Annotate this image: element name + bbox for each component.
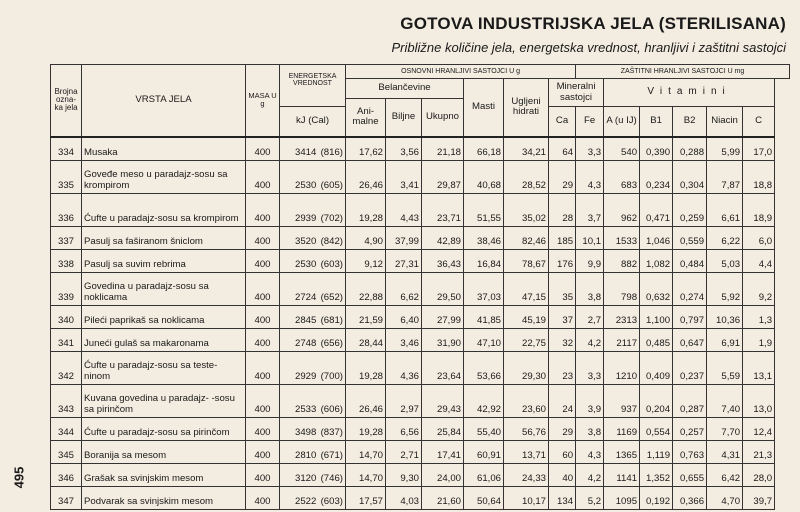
row-vit-a: 1533 bbox=[604, 226, 640, 249]
row-name: Kuvana govedina u paradajz- -sosu sa pirinčom bbox=[82, 384, 246, 417]
row-id: 334 bbox=[51, 137, 82, 161]
row-niacin: 7,40 bbox=[707, 384, 743, 417]
row-plant: 37,99 bbox=[386, 226, 422, 249]
row-plant: 6,56 bbox=[386, 417, 422, 440]
row-id: 335 bbox=[51, 160, 82, 193]
row-vit-c: 21,3 bbox=[743, 440, 775, 463]
row-animal: 19,28 bbox=[346, 193, 386, 226]
row-vit-c: 6,0 bbox=[743, 226, 775, 249]
row-cal: (656) bbox=[320, 337, 343, 349]
row-vit-c: 9,2 bbox=[743, 272, 775, 305]
header-vit-a: A (u IJ) bbox=[604, 107, 640, 137]
row-vit-c: 4,4 bbox=[743, 249, 775, 272]
row-cal: (746) bbox=[320, 472, 343, 484]
header-plant: Biljne bbox=[386, 99, 422, 137]
row-fe: 5,2 bbox=[576, 486, 604, 509]
row-vit-a: 1169 bbox=[604, 417, 640, 440]
row-fat: 50,64 bbox=[464, 486, 504, 509]
table-row bbox=[51, 351, 790, 384]
row-kj: 3120 bbox=[294, 472, 317, 484]
row-vit-a: 1365 bbox=[604, 440, 640, 463]
row-vit-a: 937 bbox=[604, 384, 640, 417]
row-vit-b2: 0,257 bbox=[673, 417, 707, 440]
row-fe: 3,3 bbox=[576, 351, 604, 384]
row-name: Ćufte u paradajz-sosu sa pirinčom bbox=[82, 417, 246, 440]
row-kj: 2845 bbox=[294, 314, 317, 326]
row-name: Pileći paprikaš sa noklicama bbox=[82, 305, 246, 328]
row-vit-b2: 0,274 bbox=[673, 272, 707, 305]
row-energy bbox=[280, 193, 346, 226]
row-cal: (702) bbox=[320, 212, 343, 224]
row-vit-b2: 0,259 bbox=[673, 193, 707, 226]
row-carb: 34,21 bbox=[504, 137, 549, 161]
row-id: 342 bbox=[51, 351, 82, 384]
row-cal: (816) bbox=[320, 146, 343, 158]
row-energy bbox=[280, 351, 346, 384]
table-row bbox=[51, 328, 790, 351]
row-masa: 400 bbox=[246, 226, 280, 249]
row-vit-a: 882 bbox=[604, 249, 640, 272]
row-animal: 9,12 bbox=[346, 249, 386, 272]
row-carb: 24,33 bbox=[504, 463, 549, 486]
row-id: 341 bbox=[51, 328, 82, 351]
row-name: Juneći gulaš sa makaronama bbox=[82, 328, 246, 351]
row-vit-b1: 1,119 bbox=[640, 440, 673, 463]
row-fe: 3,8 bbox=[576, 417, 604, 440]
header-basic-group: OSNOVNI HRANLJIVI SASTOJCI U g bbox=[346, 65, 576, 79]
row-ca: 29 bbox=[549, 160, 576, 193]
row-plant: 3,56 bbox=[386, 137, 422, 161]
row-fe: 9,9 bbox=[576, 249, 604, 272]
row-fe: 4,3 bbox=[576, 440, 604, 463]
header-energy-unit: kJ (Cal) bbox=[280, 107, 346, 137]
row-fat: 40,68 bbox=[464, 160, 504, 193]
row-ca: 35 bbox=[549, 272, 576, 305]
header-protective-group: ZAŠTITNI HRANLJIVI SASTOJCI U mg bbox=[576, 65, 790, 79]
row-kj: 2522 bbox=[294, 495, 317, 507]
row-masa: 400 bbox=[246, 440, 280, 463]
row-energy bbox=[280, 440, 346, 463]
header-vit-b1: B1 bbox=[640, 107, 673, 137]
row-vit-a: 683 bbox=[604, 160, 640, 193]
row-carb: 22,75 bbox=[504, 328, 549, 351]
row-animal: 26,46 bbox=[346, 384, 386, 417]
row-animal: 17,57 bbox=[346, 486, 386, 509]
row-energy bbox=[280, 384, 346, 417]
row-ca: 24 bbox=[549, 384, 576, 417]
row-fat: 53,66 bbox=[464, 351, 504, 384]
row-carb: 82,46 bbox=[504, 226, 549, 249]
row-animal: 17,62 bbox=[346, 137, 386, 161]
row-fat: 60,91 bbox=[464, 440, 504, 463]
row-ca: 28 bbox=[549, 193, 576, 226]
row-ca: 60 bbox=[549, 440, 576, 463]
header-fe: Fe bbox=[576, 107, 604, 137]
header-minerals: Mineralni sastojci bbox=[549, 79, 604, 107]
row-cal: (652) bbox=[320, 291, 343, 303]
row-total: 24,00 bbox=[422, 463, 464, 486]
row-energy bbox=[280, 249, 346, 272]
row-masa: 400 bbox=[246, 463, 280, 486]
row-plant: 2,97 bbox=[386, 384, 422, 417]
row-ca: 32 bbox=[549, 328, 576, 351]
row-name: Govedina u paradajz-sosu sa noklicama bbox=[82, 272, 246, 305]
row-energy bbox=[280, 328, 346, 351]
header-vitamins: Vitamini bbox=[604, 79, 775, 107]
row-vit-b1: 0,632 bbox=[640, 272, 673, 305]
row-vit-b1: 1,352 bbox=[640, 463, 673, 486]
row-plant: 6,62 bbox=[386, 272, 422, 305]
row-kj: 2530 bbox=[294, 258, 317, 270]
row-fat: 42,92 bbox=[464, 384, 504, 417]
row-carb: 35,02 bbox=[504, 193, 549, 226]
row-vit-b2: 0,287 bbox=[673, 384, 707, 417]
row-cal: (842) bbox=[320, 235, 343, 247]
row-id: 338 bbox=[51, 249, 82, 272]
header-vit-b2: B2 bbox=[673, 107, 707, 137]
row-cal: (837) bbox=[320, 426, 343, 438]
row-fe: 4,2 bbox=[576, 463, 604, 486]
table-row bbox=[51, 193, 790, 226]
row-total: 36,43 bbox=[422, 249, 464, 272]
row-niacin: 6,42 bbox=[707, 463, 743, 486]
row-vit-b2: 0,288 bbox=[673, 137, 707, 161]
row-plant: 2,71 bbox=[386, 440, 422, 463]
row-vit-c: 1,3 bbox=[743, 305, 775, 328]
row-masa: 400 bbox=[246, 384, 280, 417]
row-fe: 3,9 bbox=[576, 384, 604, 417]
row-vit-b1: 1,046 bbox=[640, 226, 673, 249]
row-vit-a: 1210 bbox=[604, 351, 640, 384]
row-id: 340 bbox=[51, 305, 82, 328]
row-plant: 9,30 bbox=[386, 463, 422, 486]
row-kj: 2748 bbox=[294, 337, 317, 349]
row-cal: (681) bbox=[320, 314, 343, 326]
row-id: 339 bbox=[51, 272, 82, 305]
row-fe: 3,7 bbox=[576, 193, 604, 226]
table-row bbox=[51, 249, 790, 272]
row-vit-b1: 1,082 bbox=[640, 249, 673, 272]
row-ca: 134 bbox=[549, 486, 576, 509]
table-row bbox=[51, 305, 790, 328]
header-masa: MASA U g bbox=[246, 65, 280, 137]
row-vit-b2: 0,763 bbox=[673, 440, 707, 463]
row-total: 17,41 bbox=[422, 440, 464, 463]
row-plant: 4,43 bbox=[386, 193, 422, 226]
row-niacin: 10,36 bbox=[707, 305, 743, 328]
row-vit-c: 28,0 bbox=[743, 463, 775, 486]
row-fe: 4,2 bbox=[576, 328, 604, 351]
table-row bbox=[51, 417, 790, 440]
row-niacin: 4,31 bbox=[707, 440, 743, 463]
page-number: 495 bbox=[11, 466, 27, 489]
row-vit-b1: 0,204 bbox=[640, 384, 673, 417]
row-masa: 400 bbox=[246, 193, 280, 226]
row-masa: 400 bbox=[246, 417, 280, 440]
row-niacin: 5,59 bbox=[707, 351, 743, 384]
row-vit-b1: 0,554 bbox=[640, 417, 673, 440]
header-vit-c: C bbox=[743, 107, 775, 137]
row-energy bbox=[280, 226, 346, 249]
row-masa: 400 bbox=[246, 272, 280, 305]
row-animal: 28,44 bbox=[346, 328, 386, 351]
row-vit-b1: 1,100 bbox=[640, 305, 673, 328]
row-fat: 38,46 bbox=[464, 226, 504, 249]
row-name: Boranija sa mesom bbox=[82, 440, 246, 463]
row-total: 21,18 bbox=[422, 137, 464, 161]
row-energy bbox=[280, 305, 346, 328]
row-carb: 47,15 bbox=[504, 272, 549, 305]
row-vit-c: 18,9 bbox=[743, 193, 775, 226]
row-fat: 37,03 bbox=[464, 272, 504, 305]
header-name: VRSTA JELA bbox=[82, 65, 246, 137]
header-energy: ENERGETSKA VREDNOST bbox=[280, 65, 346, 107]
row-kj: 2810 bbox=[294, 449, 317, 461]
row-masa: 400 bbox=[246, 328, 280, 351]
row-plant: 27,31 bbox=[386, 249, 422, 272]
row-vit-b1: 0,409 bbox=[640, 351, 673, 384]
header-proteins: Belančevine bbox=[346, 79, 464, 99]
row-kj: 2929 bbox=[294, 370, 317, 382]
row-kj: 2530 bbox=[294, 179, 317, 191]
row-carb: 13,71 bbox=[504, 440, 549, 463]
row-fe: 3,8 bbox=[576, 272, 604, 305]
row-vit-b2: 0,237 bbox=[673, 351, 707, 384]
row-total: 23,64 bbox=[422, 351, 464, 384]
row-ca: 29 bbox=[549, 417, 576, 440]
row-id: 336 bbox=[51, 193, 82, 226]
row-vit-a: 798 bbox=[604, 272, 640, 305]
table-row bbox=[51, 226, 790, 249]
row-total: 31,90 bbox=[422, 328, 464, 351]
row-total: 25,84 bbox=[422, 417, 464, 440]
row-carb: 78,67 bbox=[504, 249, 549, 272]
row-cal: (700) bbox=[320, 370, 343, 382]
row-name: Ćufte u paradajz-sosu sa teste- ninom bbox=[82, 351, 246, 384]
header-total: Ukupno bbox=[422, 99, 464, 137]
row-total: 29,87 bbox=[422, 160, 464, 193]
row-total: 29,50 bbox=[422, 272, 464, 305]
row-niacin: 7,70 bbox=[707, 417, 743, 440]
row-id: 343 bbox=[51, 384, 82, 417]
row-cal: (603) bbox=[320, 258, 343, 270]
row-cal: (606) bbox=[320, 403, 343, 415]
row-kj: 3520 bbox=[294, 235, 317, 247]
row-vit-b1: 0,192 bbox=[640, 486, 673, 509]
row-vit-b1: 0,390 bbox=[640, 137, 673, 161]
row-id: 344 bbox=[51, 417, 82, 440]
row-fat: 41,85 bbox=[464, 305, 504, 328]
row-vit-a: 1141 bbox=[604, 463, 640, 486]
row-energy bbox=[280, 417, 346, 440]
row-carb: 23,60 bbox=[504, 384, 549, 417]
header-carbs: Ugljeni hidrati bbox=[504, 79, 549, 137]
header-fats: Masti bbox=[464, 79, 504, 137]
row-plant: 3,41 bbox=[386, 160, 422, 193]
row-cal: (603) bbox=[320, 495, 343, 507]
row-vit-b2: 0,655 bbox=[673, 463, 707, 486]
row-vit-b1: 0,485 bbox=[640, 328, 673, 351]
row-name: Ćufte u paradajz-sosu sa krompirom bbox=[82, 193, 246, 226]
row-plant: 4,36 bbox=[386, 351, 422, 384]
row-id: 347 bbox=[51, 486, 82, 509]
header-ca: Ca bbox=[549, 107, 576, 137]
row-fat: 66,18 bbox=[464, 137, 504, 161]
row-masa: 400 bbox=[246, 486, 280, 509]
table-body bbox=[51, 137, 790, 510]
row-animal: 22,88 bbox=[346, 272, 386, 305]
row-fat: 16,84 bbox=[464, 249, 504, 272]
row-name: Pasulj sa faširanom šniclom bbox=[82, 226, 246, 249]
row-vit-c: 12,4 bbox=[743, 417, 775, 440]
row-niacin: 6,91 bbox=[707, 328, 743, 351]
row-masa: 400 bbox=[246, 351, 280, 384]
table-row bbox=[51, 384, 790, 417]
row-energy bbox=[280, 463, 346, 486]
row-vit-b1: 0,234 bbox=[640, 160, 673, 193]
row-vit-a: 2313 bbox=[604, 305, 640, 328]
row-plant: 3,46 bbox=[386, 328, 422, 351]
nutrition-table bbox=[50, 64, 790, 510]
row-plant: 6,40 bbox=[386, 305, 422, 328]
row-name: Grašak sa svinjskim mesom bbox=[82, 463, 246, 486]
row-ca: 64 bbox=[549, 137, 576, 161]
row-masa: 400 bbox=[246, 137, 280, 161]
row-niacin: 6,22 bbox=[707, 226, 743, 249]
row-niacin: 7,87 bbox=[707, 160, 743, 193]
row-vit-b2: 0,559 bbox=[673, 226, 707, 249]
row-vit-c: 18,8 bbox=[743, 160, 775, 193]
table-row bbox=[51, 137, 790, 161]
row-niacin: 5,99 bbox=[707, 137, 743, 161]
row-energy bbox=[280, 137, 346, 161]
row-kj: 3414 bbox=[294, 146, 317, 158]
row-carb: 28,52 bbox=[504, 160, 549, 193]
row-name: Podvarak sa svinjskim mesom bbox=[82, 486, 246, 509]
page-subtitle: Približne količine jela, energetska vrednost, hranljivi i zaštitni sastojci bbox=[391, 40, 786, 55]
table-row bbox=[51, 272, 790, 305]
row-niacin: 5,92 bbox=[707, 272, 743, 305]
row-fe: 4,3 bbox=[576, 160, 604, 193]
row-id: 337 bbox=[51, 226, 82, 249]
row-id: 346 bbox=[51, 463, 82, 486]
row-energy bbox=[280, 272, 346, 305]
row-vit-c: 13,1 bbox=[743, 351, 775, 384]
row-cal: (605) bbox=[320, 179, 343, 191]
row-animal: 4,90 bbox=[346, 226, 386, 249]
row-total: 27,99 bbox=[422, 305, 464, 328]
row-animal: 14,70 bbox=[346, 440, 386, 463]
row-carb: 10,17 bbox=[504, 486, 549, 509]
row-kj: 2724 bbox=[294, 291, 317, 303]
header-animal: Ani- malne bbox=[346, 99, 386, 137]
table-row bbox=[51, 440, 790, 463]
row-ca: 37 bbox=[549, 305, 576, 328]
row-kj: 3498 bbox=[294, 426, 317, 438]
row-vit-a: 2117 bbox=[604, 328, 640, 351]
table-row bbox=[51, 160, 790, 193]
row-masa: 400 bbox=[246, 160, 280, 193]
header-niacin: Niacin bbox=[707, 107, 743, 137]
row-kj: 2533 bbox=[294, 403, 317, 415]
row-animal: 21,59 bbox=[346, 305, 386, 328]
row-ca: 185 bbox=[549, 226, 576, 249]
row-vit-c: 1,9 bbox=[743, 328, 775, 351]
row-total: 29,43 bbox=[422, 384, 464, 417]
row-carb: 45,19 bbox=[504, 305, 549, 328]
row-plant: 4,03 bbox=[386, 486, 422, 509]
row-name: Goveđe meso u paradajz-sosu sa krompirom bbox=[82, 160, 246, 193]
row-vit-a: 962 bbox=[604, 193, 640, 226]
row-total: 42,89 bbox=[422, 226, 464, 249]
row-fe: 10,1 bbox=[576, 226, 604, 249]
row-fat: 61,06 bbox=[464, 463, 504, 486]
row-fat: 55,40 bbox=[464, 417, 504, 440]
row-total: 23,71 bbox=[422, 193, 464, 226]
row-kj: 2939 bbox=[294, 212, 317, 224]
row-animal: 14,70 bbox=[346, 463, 386, 486]
row-fat: 47,10 bbox=[464, 328, 504, 351]
table-row bbox=[51, 486, 790, 509]
row-masa: 400 bbox=[246, 305, 280, 328]
table-row bbox=[51, 463, 790, 486]
row-vit-b2: 0,647 bbox=[673, 328, 707, 351]
row-fat: 51,55 bbox=[464, 193, 504, 226]
row-ca: 40 bbox=[549, 463, 576, 486]
row-fe: 3,3 bbox=[576, 137, 604, 161]
row-vit-b2: 0,304 bbox=[673, 160, 707, 193]
row-energy bbox=[280, 160, 346, 193]
row-vit-b2: 0,484 bbox=[673, 249, 707, 272]
row-animal: 26,46 bbox=[346, 160, 386, 193]
page-title: GOTOVA INDUSTRIJSKA JELA (STERILISANA) bbox=[400, 14, 786, 33]
row-carb: 56,76 bbox=[504, 417, 549, 440]
row-vit-b1: 0,471 bbox=[640, 193, 673, 226]
row-fe: 2,7 bbox=[576, 305, 604, 328]
row-cal: (671) bbox=[320, 449, 343, 461]
row-name: Musaka bbox=[82, 137, 246, 161]
row-animal: 19,28 bbox=[346, 351, 386, 384]
row-niacin: 6,61 bbox=[707, 193, 743, 226]
row-vit-b2: 0,366 bbox=[673, 486, 707, 509]
row-niacin: 4,70 bbox=[707, 486, 743, 509]
row-ca: 23 bbox=[549, 351, 576, 384]
row-vit-c: 13,0 bbox=[743, 384, 775, 417]
row-masa: 400 bbox=[246, 249, 280, 272]
row-animal: 19,28 bbox=[346, 417, 386, 440]
row-ca: 176 bbox=[549, 249, 576, 272]
row-niacin: 5,03 bbox=[707, 249, 743, 272]
row-vit-c: 17,0 bbox=[743, 137, 775, 161]
row-vit-b2: 0,797 bbox=[673, 305, 707, 328]
row-energy bbox=[280, 486, 346, 509]
row-vit-a: 540 bbox=[604, 137, 640, 161]
row-vit-c: 39,7 bbox=[743, 486, 775, 509]
header-id: Brojna ozna- ka jela bbox=[51, 65, 82, 137]
row-id: 345 bbox=[51, 440, 82, 463]
row-total: 21,60 bbox=[422, 486, 464, 509]
row-name: Pasulj sa suvim rebrima bbox=[82, 249, 246, 272]
row-vit-a: 1095 bbox=[604, 486, 640, 509]
row-carb: 29,30 bbox=[504, 351, 549, 384]
